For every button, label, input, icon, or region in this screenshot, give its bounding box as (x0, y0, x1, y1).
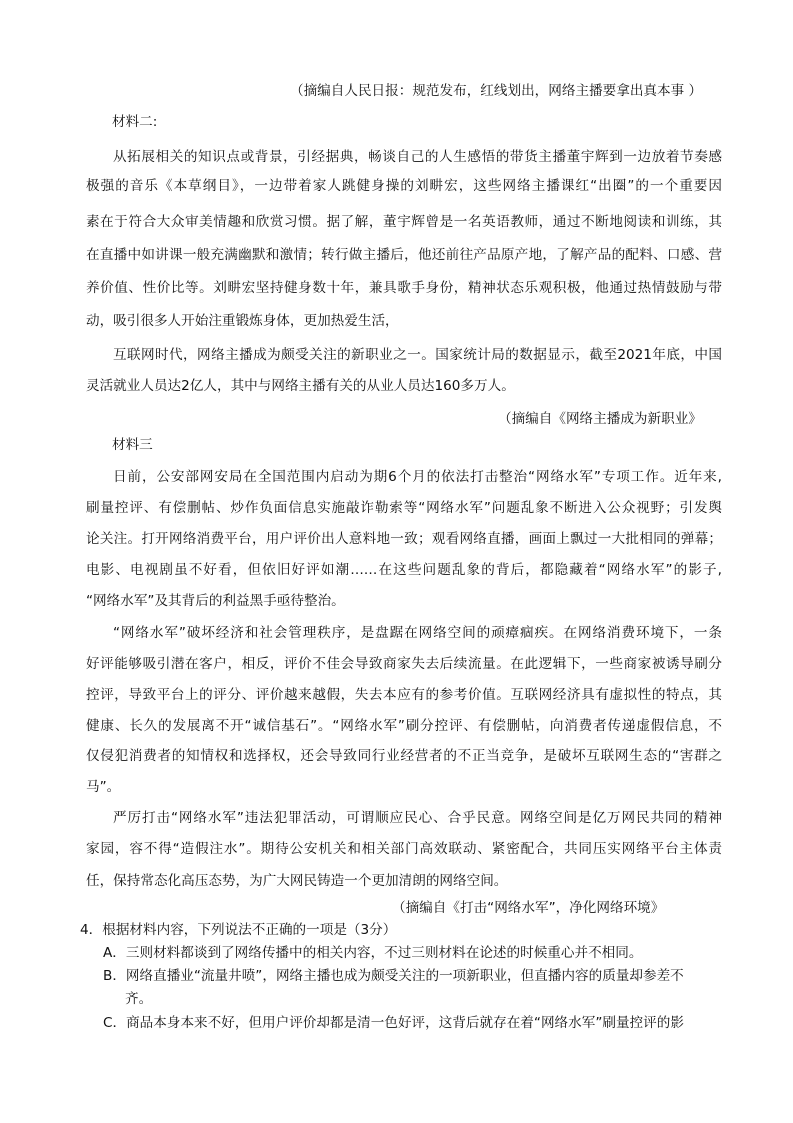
m3-p2-line-2: 好评能够吸引潜在客户，相反，评价不佳会导致商家失去后续流量。在此逻辑下，一些商家被诱导刷分 (86, 656, 722, 672)
m3-p2-line-3: 控评，导致平台上的评分、评价越来越假，失去本应有的参考价值。互联网经济具有虚拟性的特点，其 (86, 687, 722, 703)
m3-p3-line-1: 严厉打击“网络水军”违法犯罪活动，可谓顺应民心、合乎民意。网络空间是亿万网民共同的精神 (113, 810, 722, 826)
m2-p1-line-5: 养价值、性价比等。刘畊宏坚持健身数十年，兼具歌手身份，精神状态乐观积极，他通过热情鼓励与带 (86, 280, 722, 296)
m2-p1-line-6: 动，吸引很多人开始注重锻炼身体，更加热爱生活， (86, 313, 399, 329)
material-2-heading: 材料二: (112, 114, 158, 130)
option-b-line-1: B．网络直播业“流量井喷”，网络主播也成为颇受关注的一项新职业，但直播内容的质量却参差不 (103, 968, 684, 984)
m3-p2-line-1: “网络水军”破坏经济和社会管理秩序，是盘踞在网络空间的顽瘴痼疾。在网络消费环境下，一条 (113, 625, 722, 641)
m3-p2-line-5: 仅侵犯消费者的知情权和选择权，还会导致同行业经营者的不正当竞争，是破坏互联网生态的“害群之 (86, 748, 722, 764)
m3-p1-line-2: 刷量控评、有偿删帖、炒作负面信息实施敲诈勒索等“网络水军”问题乱象不断进入公众视野；引发舆 (86, 500, 722, 516)
option-b-line-2: 齐。 (125, 991, 153, 1007)
m3-p1-line-4: 电影、电视剧虽不好看，但依旧好评如潮……在这些问题乱象的背后，都隐藏着“网络水军”的影子, (86, 562, 722, 578)
source-citation-1: （摘编自人民日报：规范发布，红线划出，网络主播要拿出真本事 ） (290, 83, 703, 99)
source-citation-2: （摘编自《网络主播成为新职业》 (498, 411, 702, 427)
m2-p1-line-3: 素在于符合大众审美情趣和欣赏习惯。据了解，董宇辉曾是一名英语教师，通过不断地阅读和训练，其 (86, 214, 722, 230)
m2-p1-line-2: 极强的音乐《本草纲目》，一边带着家人跳健身操的刘畊宏，这些网络主播课红“出圈”的一个重要因 (86, 178, 722, 194)
m3-p1-line-1: 日前，公安部网安局在全国范围内启动为期6个月的依法打击整治“网络水军”专项工作。近年来, (113, 469, 722, 485)
m3-p1-line-3: 论关注。打开网络消费平台，用户评价出人意料地一致；观看网络直播，画面上飘过一大批相同的弹幕； (86, 531, 722, 547)
source-citation-3: （摘编自《打击“网络水军”，净化网络环境》 (392, 900, 665, 916)
m3-p1-line-5: “网络水军”及其背后的利益黑手亟待整治。 (86, 593, 345, 609)
m3-p3-line-3: 任，保持常态化高压态势，为广大网民铸造一个更加清朗的网络空间。 (86, 873, 508, 889)
m3-p3-line-2: 家园，容不得“造假注水”。期待公安机关和相关部门高效联动、紧密配合，共同压实网络平台主体责 (86, 841, 722, 857)
material-3-heading: 材料三 (112, 437, 153, 453)
m2-p2-line-1: 互联网时代，网络主播成为颇受关注的新职业之一。国家统计局的数据显示，截至2021年底，中国 (113, 347, 722, 363)
option-c-line-1: C．商品本身本来不好，但用户评价却都是清一色好评，这背后就存在着“网络水军”刷量控评的影 (103, 1015, 684, 1031)
question-stem: 4．根据材料内容，下列说法不正确的一项是（3分） (80, 922, 397, 938)
m2-p2-line-2: 灵活就业人员达2亿人，其中与网络主播有关的从业人员达160多万人。 (86, 378, 515, 394)
m3-p2-line-6: 马”。 (86, 779, 121, 795)
m3-p2-line-4: 健康、长久的发展离不开“诚信基石”。“网络水军”刷分控评、有偿删帖，向消费者传递虚假信息，不 (86, 718, 722, 734)
option-a: A．三则材料都谈到了网络传播中的相关内容，不过三则材料在论述的时候重心并不相同。 (103, 945, 643, 961)
m2-p1-line-1: 从拓展相关的知识点或背景，引经据典，畅谈自己的人生感悟的带货主播董宇辉到一边放着节奏感 (113, 149, 722, 165)
m2-p1-line-4: 在直播中如讲课一般充满幽默和激情；转行做主播后，他还前往产品原产地，了解产品的配料、口感、营 (86, 247, 722, 263)
